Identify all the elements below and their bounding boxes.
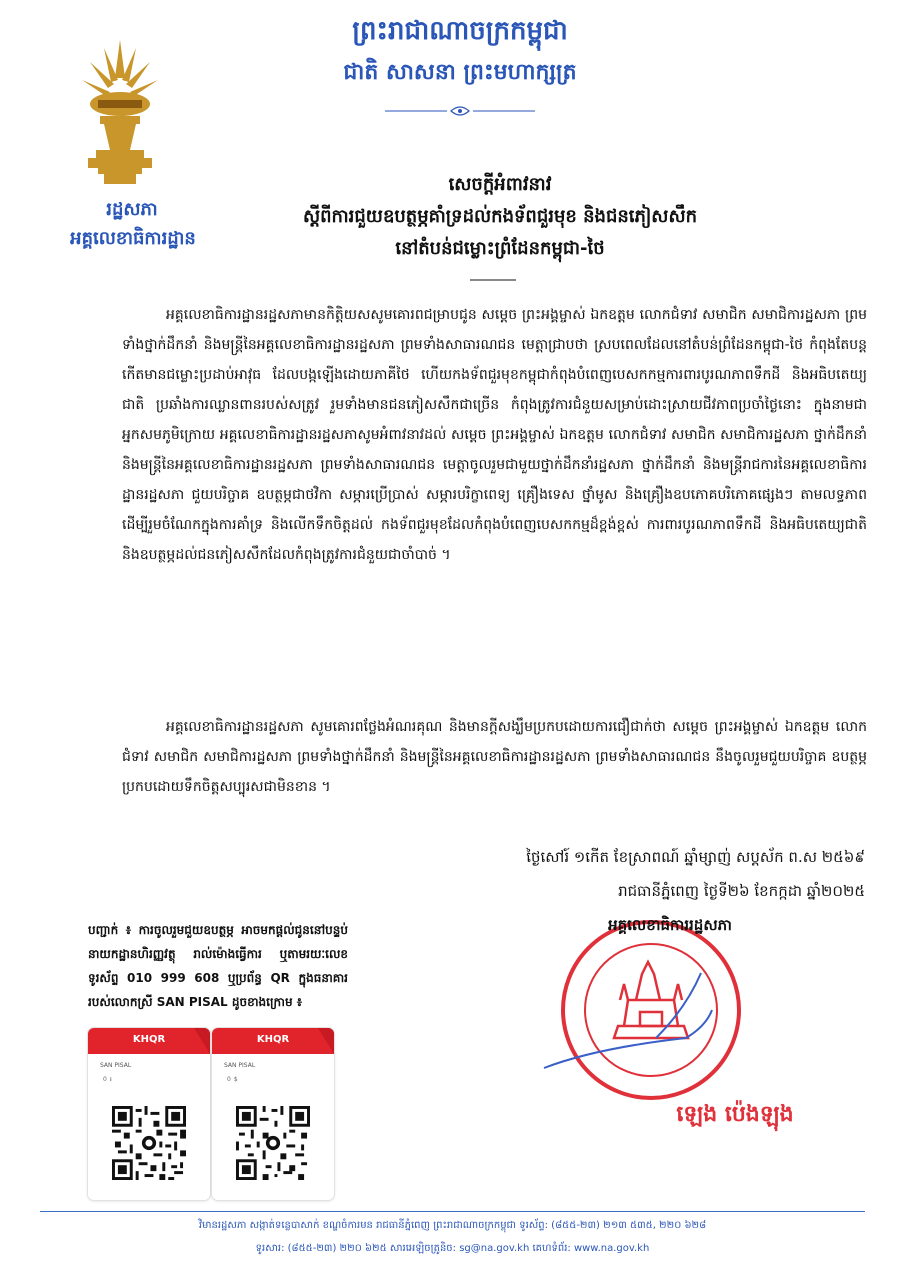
khqr-currency: ៛	[109, 1076, 112, 1083]
khqr-brand: KHQR	[212, 1028, 334, 1054]
signatory-title: អគ្គលេខាធិការរដ្ឋសភា	[608, 916, 732, 934]
khqr-account-name: SAN PISAL	[100, 1062, 132, 1069]
donation-note: បញ្ជាក់ ៖ ការចូលរួមជួយឧបត្ថម្ភ អាចមកផ្តល់ជូននៅបន្ទប់ នាយកដ្ឋានហិរញ្ញវត្ថុ រាល់ម៉ោងធ្វើការ ឬតាមរយៈលេខទូរស័ព្ទ 010 999 608 ឬប្រព័ន្ធ QR ក្នុងធនាគារ របស់លោកស្រី SAN PISAL ដូចខាងក្រោម ៖	[88, 923, 348, 1009]
national-assembly-emblem-icon	[78, 38, 162, 188]
footer-divider	[40, 1211, 865, 1212]
document-subtitle-line2: នៅតំបន់ជម្លោះព្រំដែនកម្ពុជា-ថៃ	[395, 238, 605, 259]
khqr-card-riel[interactable]	[88, 1028, 210, 1200]
organization-department: អគ្គលេខាធិការដ្ឋាន	[70, 228, 196, 249]
national-motto: ជាតិ សាសនា ព្រះមហាក្សត្រ	[343, 59, 577, 85]
qr-code-icon[interactable]	[236, 1106, 310, 1180]
document-subtitle-line1: ស្តីពីការជួយឧបត្ថម្ភគាំទ្រដល់កងទ័ពជួរមុខ និងជនភៀសសឹក	[302, 206, 698, 227]
solar-date: រាជធានីភ្នំពេញ ថ្ងៃទី២៦ ខែកក្កដា ឆ្នាំ២០២៥	[618, 882, 865, 900]
organization-name: រដ្ឋសភា	[106, 199, 158, 220]
khqr-brand: KHQR	[88, 1028, 210, 1054]
khqr-amount-value: 0	[103, 1076, 107, 1083]
khqr-currency: $	[233, 1076, 238, 1083]
khqr-amount-value: 0	[227, 1076, 231, 1083]
body-paragraph-1: អគ្គលេខាធិការដ្ឋានរដ្ឋសភាមានកិត្តិយសសូមគោរពជម្រាបជូន សម្តេច ព្រះអង្គម្ចាស់ ឯកឧត្តម លោកជំទាវ សមាជិក សមាជិការដ្ឋសភា ព្រមទាំងថ្នាក់ដឹកនាំ និងមន្ត្រីនៃអគ្គលេខាធិការដ្ឋានរដ្ឋសភា ព្រមទាំងសាធារណជន មេត្តាជ្រាបថា ស្របពេលដែលនៅតំបន់ព្រំដែនកម្ពុជា-ថៃ កំពុងតែបន្តកើតមានជម្លោះប្រដាប់អាវុធ ដែលបង្កឡើងដោយភាគីថៃ ហើយកងទ័ពជួរមុខកម្ពុជាកំពុងបំពេញបេសកកម្មការពារបូរណភាពទឹកដី និងអធិបតេយ្យជាតិ ប្រឆាំងការឈ្លានពានរបស់សត្រូវ រួមទាំងមានជនភៀសសឹកជាច្រើន កំពុងត្រូវការជំនួយសម្រាប់ដោះស្រាយជីវភាពប្រចាំថ្ងៃនោះ ក្នុងនាមជាអ្នកសមភូមិក្រោយ អគ្គលេខាធិការដ្ឋានរដ្ឋសភាសូមអំពាវនាវដល់ សម្តេច ព្រះអង្គម្ចាស់ ឯកឧត្តម លោកជំទាវ សមាជិក សមាជិការដ្ឋសភា ថ្នាក់ដឹកនាំ និងមន្ត្រីនៃអគ្គលេខាធិការដ្ឋានរដ្ឋសភា ព្រមទាំងសាធារណជន មេត្តាចូលរួមជាមួយថ្នាក់ដឹកនាំរដ្ឋសភា ថ្នាក់ដឹកនាំ និងមន្ត្រីរាជការនៃអគ្គលេខាធិការដ្ឋានរដ្ឋសភា ជួយបរិច្ចាគ ឧបត្ថម្ភជាថវិកា សម្ភារប្រើប្រាស់ សម្ភារបរិក្ខាពេទ្យ គ្រឿងទេស ថ្នាំមូស និងគ្រឿងឧបភោគបរិភោគផ្សេងៗ តាមលទ្ធភាពដើម្បីរួមចំណែកក្នុងការគាំទ្រ និងលើកទឹកចិត្តដល់ កងទ័ពជួរមុខដែលកំពុងបំពេញបេសកកម្មដ៏ខ្ពង់ខ្ពស់ ការពារបូរណភាពទឹកដី និងអធិបតេយ្យជាតិ និងឧបត្ថម្ភដល់ជនភៀសសឹកដែលកំពុងត្រូវការជំនួយជាចាំបាច់ ។	[122, 307, 867, 563]
footer-contact: ទូរសារ: (៨៥៥-២៣) ២២០ ៦២៥ សារអេឡិចត្រូនិច: sg@na.gov.kh គេហទំព័រ: www.na.gov.kh	[255, 1243, 650, 1254]
khqr-amount	[100, 1073, 210, 1084]
khqr-card-dollar[interactable]	[212, 1028, 334, 1200]
signatory-name: ឡេង ប៉េងឡុង	[676, 1101, 794, 1127]
khqr-amount	[224, 1073, 334, 1084]
document-title: សេចក្តីអំពាវនាវ	[448, 174, 552, 195]
khqr-account-name: SAN PISAL	[224, 1062, 256, 1069]
kingdom-heading: ព្រះរាជាណាចក្រកម្ពុជា	[352, 16, 568, 46]
lunar-date: ថ្ងៃសៅរ៍ ១កើត ខែស្រាពណ៍ ឆ្នាំម្សាញ់ សប្តស័ក ព.ស ២៥៦៩	[526, 848, 865, 866]
title-divider	[470, 279, 516, 281]
ornament-divider-icon	[385, 104, 535, 118]
footer-address: វិមានរដ្ឋសភា សង្កាត់ទន្លេបាសាក់ ខណ្ឌចំការមន រាជធានីភ្នំពេញ ព្រះរាជាណាចក្រកម្ពុជា ទូរស័ព្ទ: (៨៥៥-២៣) ២១៣ ៥៣៥, ២២០ ៦២៨	[198, 1220, 707, 1231]
body-paragraph-2: អគ្គលេខាធិការដ្ឋានរដ្ឋសភា សូមគោរពថ្លែងអំណរគុណ និងមានក្តីសង្ឃឹមប្រកបដោយការជឿជាក់ថា សម្តេច ព្រះអង្គម្ចាស់ ឯកឧត្តម លោកជំទាវ សមាជិក សមាជិការដ្ឋសភា ព្រមទាំងថ្នាក់ដឹកនាំ និងមន្ត្រីនៃអគ្គលេខាធិការដ្ឋានរដ្ឋសភា ព្រមទាំងសាធារណជន នឹងចូលរួមជួយបរិច្ចាគ ឧបត្ថម្ភ ប្រកបដោយទឹកចិត្តសប្បុរសជាមិនខាន ។	[122, 719, 867, 795]
qr-code-icon[interactable]	[112, 1106, 186, 1180]
official-seal-icon	[536, 918, 786, 1113]
